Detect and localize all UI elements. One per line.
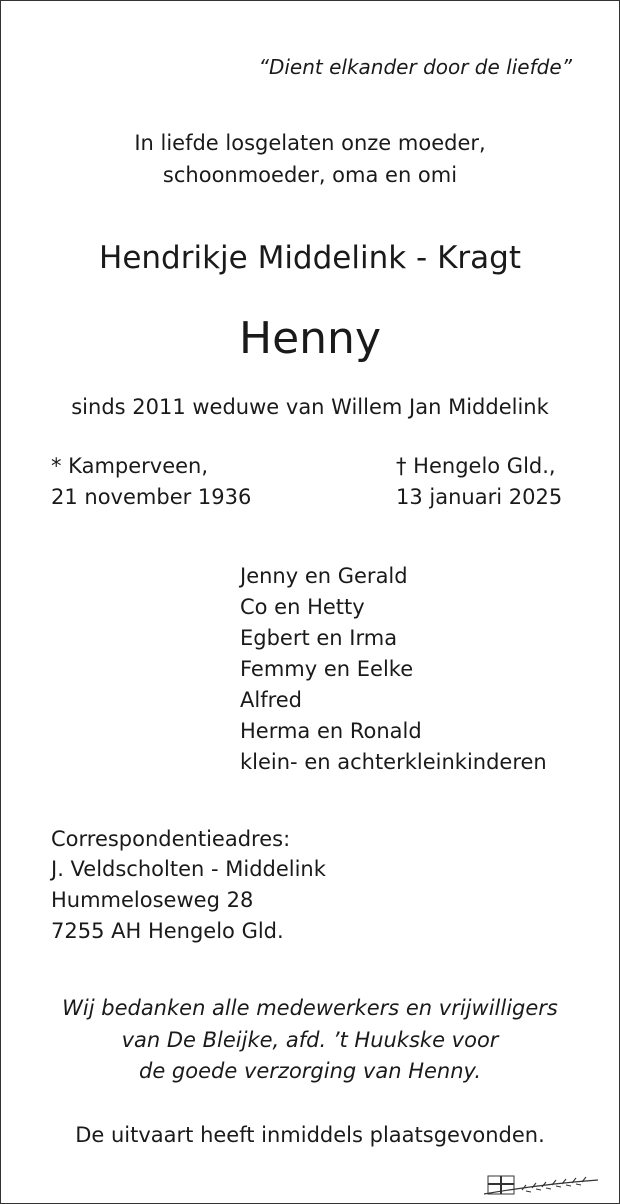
family-member: Jenny en Gerald — [240, 564, 408, 588]
family-member: Co en Hetty — [240, 595, 365, 619]
address-name: J. Veldscholten - Middelink — [51, 857, 326, 881]
address-city: 7255 AH Hengelo Gld. — [51, 919, 284, 943]
family-member: Alfred — [240, 688, 303, 712]
family-member: Femmy en Eelke — [240, 657, 414, 681]
family-member: klein- en achterkleinkinderen — [240, 750, 547, 774]
thanks-line-1: Wij bedanken alle medewerkers en vrijwilligers — [62, 996, 558, 1020]
intro-line-1: In liefde losgelaten onze moeder, — [134, 131, 486, 155]
family-member: Herma en Ronald — [240, 719, 422, 743]
address-heading: Correspondentieadres: — [51, 827, 291, 851]
birth-date: 21 november 1936 — [51, 485, 252, 509]
full-name: Hendrikje Middelink - Kragt — [99, 240, 521, 276]
thanks-line-3: de goede verzorging van Henny. — [139, 1059, 481, 1083]
death-place: † Hengelo Gld., — [396, 454, 556, 478]
family-member: Egbert en Irma — [240, 626, 398, 650]
death-date: 13 januari 2025 — [396, 485, 563, 509]
thanks-line-2: van De Bleijke, afd. ’t Huukske voor — [121, 1028, 499, 1052]
cross-branch-emblem-icon — [482, 1172, 602, 1196]
birth-place: * Kamperveen, — [51, 454, 209, 478]
motto: “Dient elkander door de liefde” — [258, 55, 572, 79]
address-street: Hummeloseweg 28 — [51, 888, 254, 912]
nickname: Henny — [239, 313, 381, 364]
family-list — [240, 561, 547, 778]
widow-line: sinds 2011 weduwe van Willem Jan Middelink — [71, 395, 549, 419]
intro-line-2: schoonmoeder, oma en omi — [162, 163, 458, 187]
closing-line: De uitvaart heeft inmiddels plaatsgevonden. — [75, 1123, 545, 1147]
